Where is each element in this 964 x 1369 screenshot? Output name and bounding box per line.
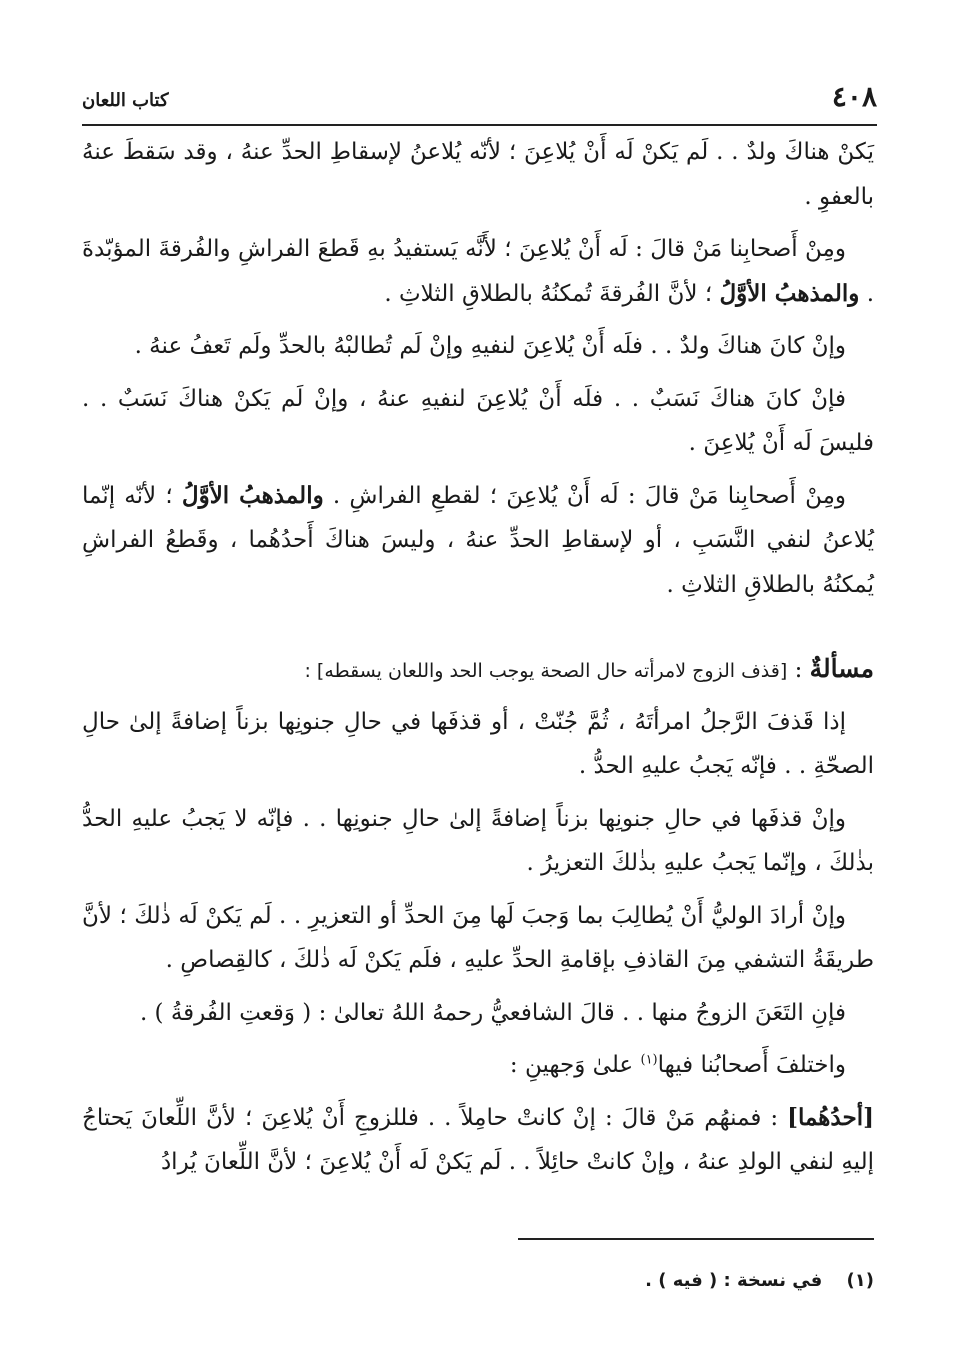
paragraph-5-text-b: ؛ لأنّه إنّما يُلاعنُ لنفي النَّسَبِ ، أو لإسقاطِ الحدِّ عنهُ ، وليسَ هناكَ أَحدُهُما ، وقَطعُ الفراشِ يُمكنُهُ بالطلاقِ الثلاثِ . (82, 482, 874, 598)
issue-title: [قذف الزوج لامرأته حال الصحة يوجب الحد واللعان يسقطه] : (304, 660, 788, 682)
paragraph-6: إذا قَذفَ الرَّجلُ امرأتَهُ ، ثُمَّ جُنّتْ ، أو قذفَها في حالِ جنونِها بزناً إضافةً إلىٰ حالِ الصحّةِ . . فإنّه يَجبُ عليهِ الحدُّ . (82, 708, 874, 779)
page-body (82, 130, 874, 1193)
paragraph-2 (82, 227, 874, 316)
running-title: كتاب اللعان (82, 90, 169, 111)
issue-colon: : (794, 657, 803, 683)
issue-heading (82, 647, 874, 694)
paragraph-8: وإنْ أرادَ الوليُّ أَنْ يُطالِبَ بما وَجبَ لَها مِنَ الحدِّ أو التعزيرِ . . لَم يَكنْ لَه ذٰلكَ ؛ لأنَّ طريقَةُ التشفي مِنَ القاذفِ بإقامةِ الحدِّ عليهِ ، فلَم يَكنْ لَه ذٰلكَ ، كالقِصاصِ . (82, 902, 874, 973)
paragraph-2-emphasis: والمذهبُ الأوَّلُ (719, 279, 860, 307)
paragraph-5-emphasis: والمذهبُ الأوَّلُ (181, 481, 324, 509)
footnote-text: في نسخة : ( فيه ) . (645, 1270, 823, 1291)
paragraph-5 (82, 474, 874, 608)
header-divider (82, 124, 877, 126)
footnote-number: (١) (846, 1270, 874, 1291)
paragraph-2-text-b: ؛ لأنَّ الفُرقةَ تُمكنُهُ بالطلاقِ الثلاثِ . (384, 280, 713, 307)
page-header (82, 80, 877, 122)
paragraph-11 (82, 1096, 874, 1185)
paragraph-11-text: : فمنهُم مَنْ قالَ : إنْ كانتْ حامِلاً . . فللزوجِ أَنْ يُلاعِنَ ؛ لأنَّ اللِّعانَ يَحتاجُ إليهِ لنفي الولدِ عنهُ ، وإنْ كانتْ حائِلاً . . لَم يَكنْ لَه أَنْ يُلاعِنَ ؛ لأنَّ اللِّعانَ يُرادُ (82, 1104, 874, 1175)
paragraph-10-text-b: علىٰ وَجهينِ : (509, 1052, 634, 1078)
paragraph-3: وإنْ كانَ هناكَ ولدٌ . . فلَه أَنْ يُلاعِنَ لنفيهِ وإنْ لَم تُطالبْهُ بالحدِّ ولَم تَعفُ عنهُ . (134, 333, 846, 359)
footnote-reference[interactable]: (١) (640, 1052, 658, 1068)
paragraph-7: وإنْ قذفَها في حالِ جنونِها بزناً إضافةً إلىٰ حالِ جنونِها . . فإنّه لا يَجبُ عليهِ الحدُّ بذٰلكَ ، وإنّما يَجبُ عليهِ بذٰلكَ التعزيرُ . (82, 805, 874, 876)
paragraph-9: فإنِ التَعَنَ الزوجُ منها . . قالَ الشافعيُّ رحمهُ اللهُ تعالىٰ : ( وَقعتِ الفُرقةُ ) . (139, 999, 846, 1026)
page-number: ٤٠٨ (831, 80, 877, 113)
paragraph-10-text-a: واختلفَ أَصحابُنا فيها (657, 1052, 846, 1078)
footnote (82, 1270, 874, 1291)
paragraph-10 (82, 1043, 874, 1088)
paragraph-2-text-a: ومِنْ أَصحابِنا مَنْ قالَ : لَه أَنْ يُلاعِنَ ؛ لأَنَّه يَستفيدُ بهِ قَطعَ الفراشِ والفُرقةَ المؤبّدةَ . (82, 236, 874, 307)
paragraph-5-text-a: ومِنْ أَصحابِنا مَنْ قالَ : لَه أَنْ يُلاعِنَ ؛ لقطعِ الفراشِ . (332, 482, 846, 509)
paragraph-1: يَكنْ هناكَ ولدٌ . . لَم يَكنْ لَه أَنْ يُلاعِنَ ؛ لأنّه يُلاعنُ لإسقاطِ الحدِّ عنهُ ، وقد سَقطَ عنهُ بالعفوِ . (82, 139, 874, 210)
footnote-divider (518, 1238, 874, 1240)
paragraph-4: فإنْ كانَ هناكَ نَسَبٌ . . فلَه أَنْ يُلاعِنَ لنفيهِ عنهُ ، وإنْ لَم يَكنْ هناكَ نَسَبٌ . . فليسَ لَه أَنْ يُلاعِنَ . (82, 385, 874, 456)
issue-label: مسألةٌ (809, 654, 874, 683)
paragraph-11-label: [أحدُهُما] (787, 1103, 874, 1131)
